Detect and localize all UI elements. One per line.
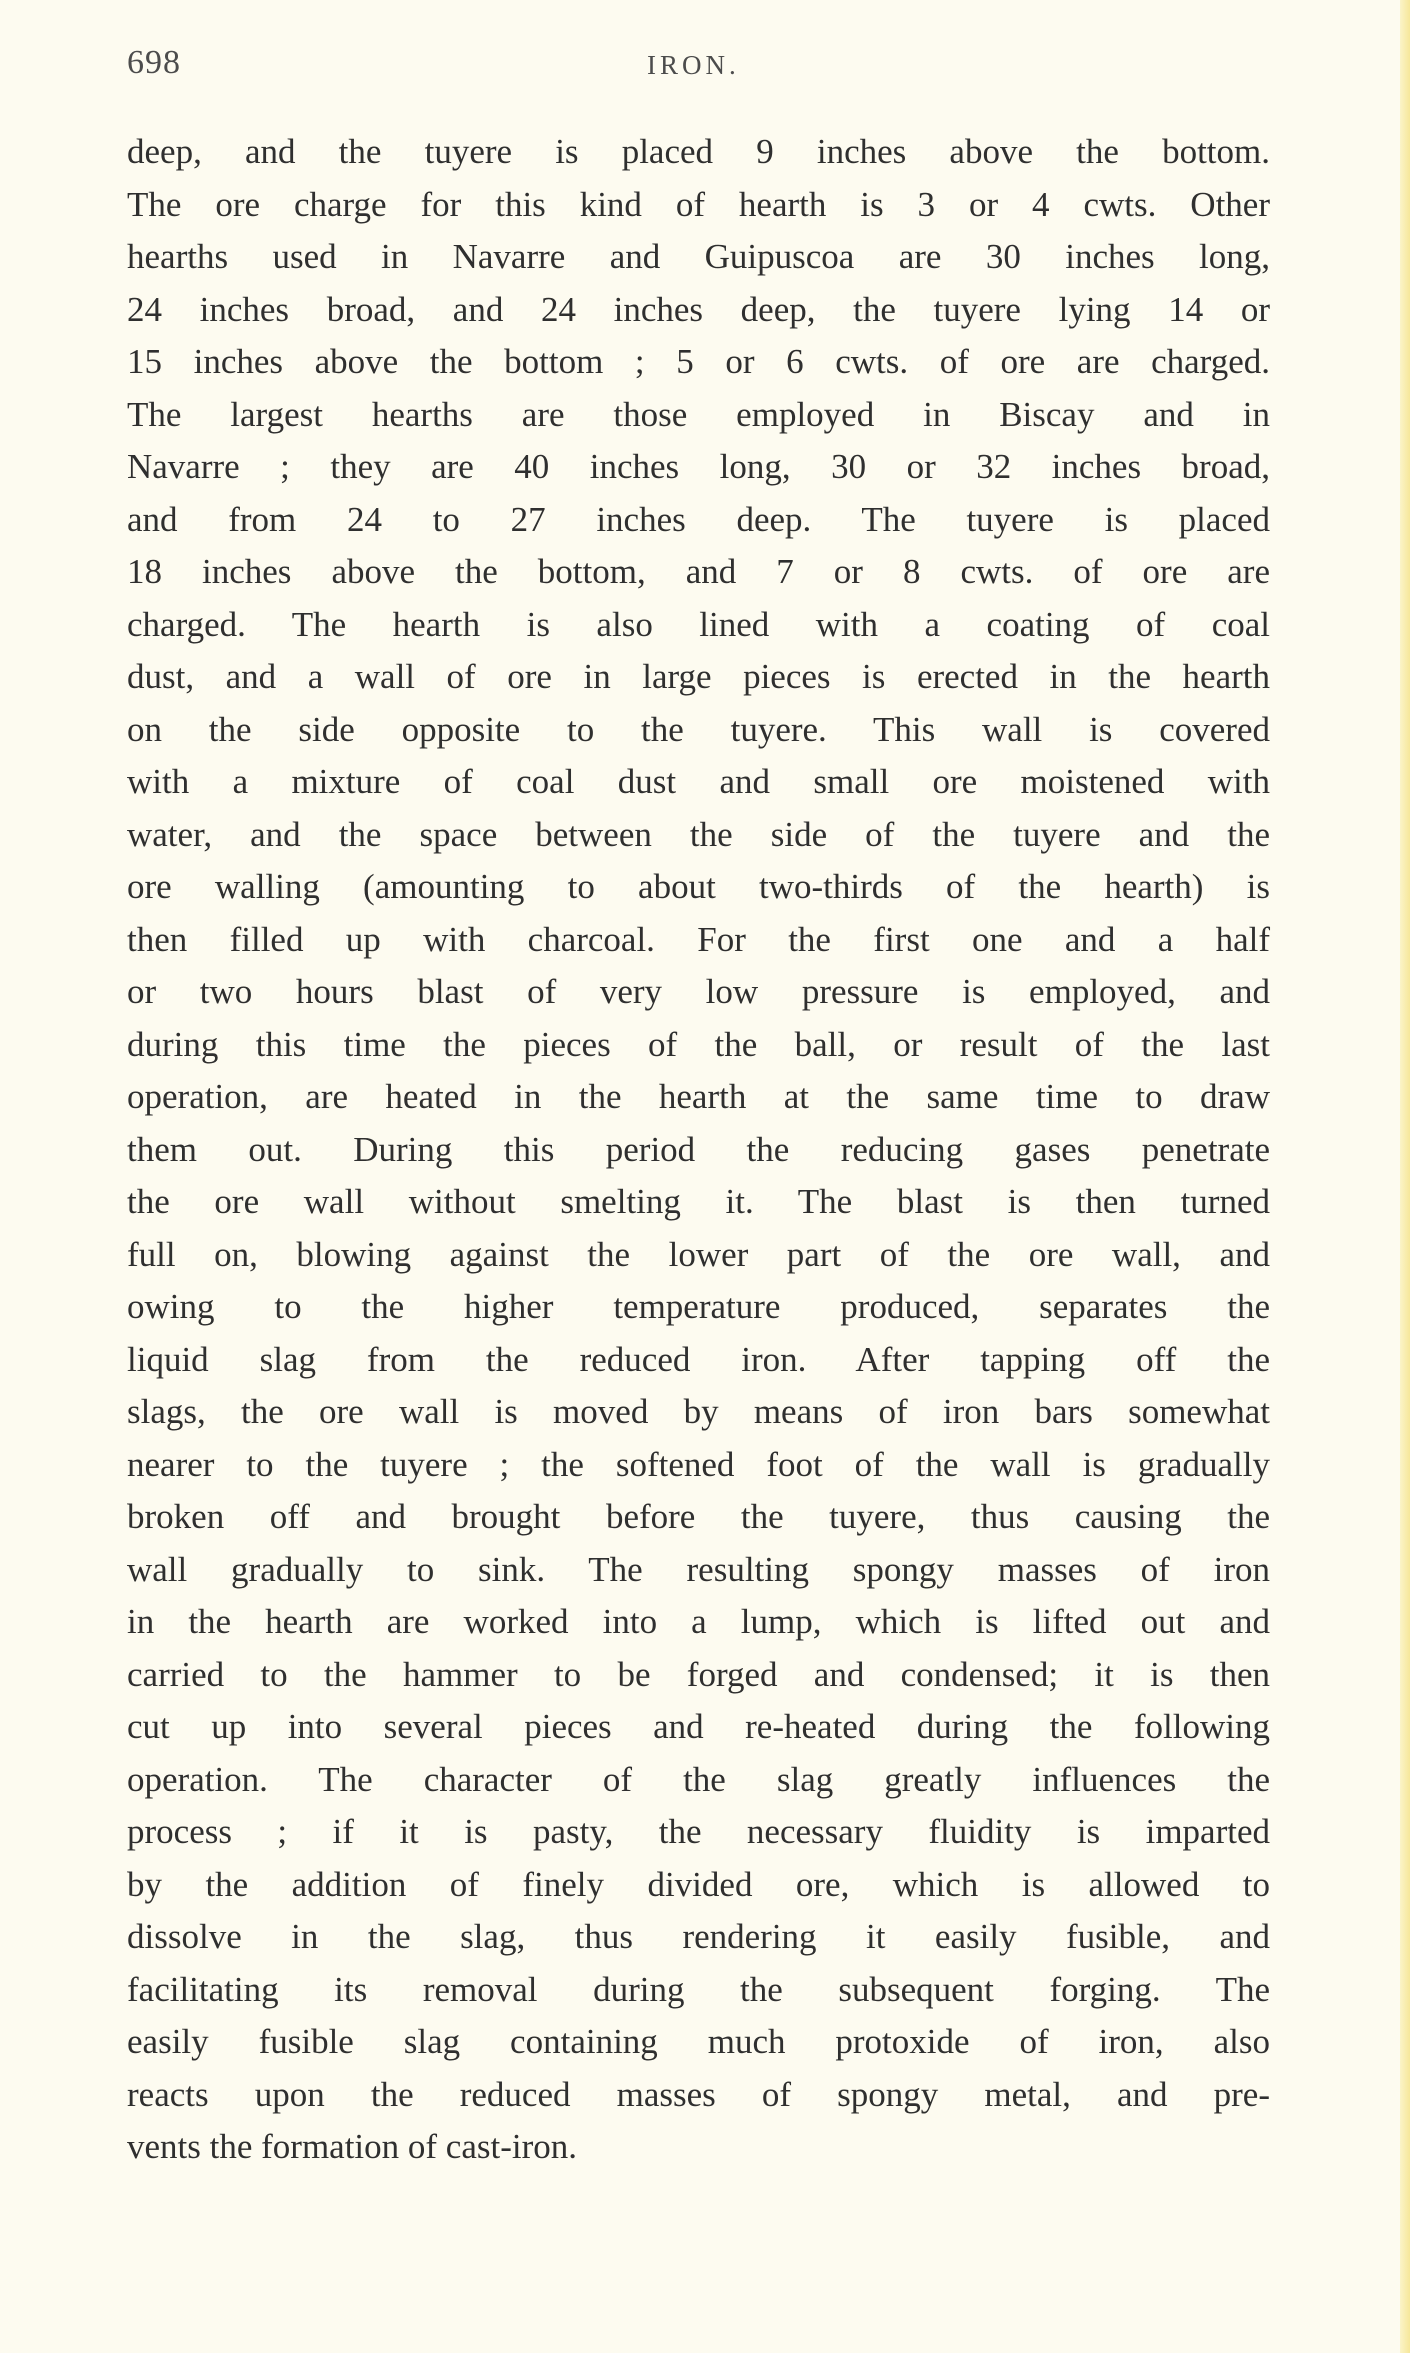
running-title: IRON.: [647, 50, 740, 80]
text-line: slags, the ore wall is moved by means of iron bars somewhat: [127, 1392, 1270, 1431]
text-line: during this time the pieces of the ball, or result of the last: [127, 1024, 1270, 1064]
text-line: ore walling (amounting to about two-thirds of the hearth) is: [127, 867, 1270, 906]
text-line: owing to the higher temperature produced, separates the: [127, 1287, 1270, 1326]
text-line: with a mixture of coal dust and small ore moistened with: [127, 762, 1270, 801]
text-line: reacts upon the reduced masses of spongy metal, and pre-: [127, 2074, 1270, 2114]
text-line: operation. The character of the slag greatly influences the: [127, 1759, 1270, 1799]
text-line: easily fusible slag containing much protoxide of iron, also: [127, 2022, 1270, 2061]
page-edge: [1400, 0, 1410, 2353]
text-line: deep, and the tuyere is placed 9 inches above the bottom.: [127, 132, 1270, 171]
page-number: 698: [127, 44, 181, 81]
text-line: vents the formation of cast-iron.: [127, 2127, 578, 2166]
text-line: 24 inches broad, and 24 inches deep, the tuyere lying 14 or: [127, 289, 1270, 329]
text-line: and from 24 to 27 inches deep. The tuyere is placed: [127, 499, 1270, 539]
text-line: dissolve in the slag, thus rendering it easily fusible, and: [127, 1917, 1270, 1956]
text-line: nearer to the tuyere ; the softened foot of the wall is gradually: [127, 1444, 1270, 1484]
text-line: facilitating its removal during the subsequent forging. The: [127, 1969, 1270, 2009]
text-line: The ore charge for this kind of hearth is 3 or 4 cwts. Other: [127, 184, 1270, 224]
text-line: Navarre ; they are 40 inches long, 30 or 32 inches broad,: [127, 447, 1270, 486]
text-line: dust, and a wall of ore in large pieces is erected in the hearth: [127, 657, 1270, 696]
text-line: process ; if it is pasty, the necessary fluidity is imparted: [127, 1812, 1270, 1851]
text-line: operation, are heated in the hearth at the same time to draw: [127, 1077, 1270, 1116]
text-line: by the addition of finely divided ore, which is allowed to: [127, 1864, 1270, 1904]
text-line: hearths used in Navarre and Guipuscoa are 30 inches long,: [127, 237, 1270, 276]
text-line: liquid slag from the reduced iron. After tapping off the: [127, 1339, 1270, 1379]
text-line: broken off and brought before the tuyere, thus causing the: [127, 1497, 1270, 1536]
text-line: 15 inches above the bottom ; 5 or 6 cwts. of ore are charged.: [127, 342, 1270, 381]
text-line: 18 inches above the bottom, and 7 or 8 cwts. of ore are: [127, 552, 1270, 591]
text-line: in the hearth are worked into a lump, which is lifted out and: [127, 1602, 1270, 1641]
text-line: on the side opposite to the tuyere. This wall is covered: [127, 709, 1270, 749]
body-text: [127, 126, 1270, 2174]
text-line: the ore wall without smelting it. The blast is then turned: [127, 1182, 1270, 1221]
text-line: carried to the hammer to be forged and condensed; it is then: [127, 1654, 1270, 1694]
text-line: wall gradually to sink. The resulting spongy masses of iron: [127, 1549, 1270, 1589]
text-line: them out. During this period the reducing gases penetrate: [127, 1129, 1270, 1169]
text-line: charged. The hearth is also lined with a coating of coal: [127, 604, 1270, 644]
running-head: [127, 44, 1270, 92]
text-line: full on, blowing against the lower part of the ore wall, and: [127, 1234, 1270, 1274]
text-line: or two hours blast of very low pressure is employed, and: [127, 972, 1270, 1011]
text-line: water, and the space between the side of the tuyere and the: [127, 814, 1270, 854]
text-line: cut up into several pieces and re-heated during the following: [127, 1707, 1270, 1746]
text-line: then filled up with charcoal. For the first one and a half: [127, 919, 1270, 959]
text-line: The largest hearths are those employed in Biscay and in: [127, 394, 1270, 434]
